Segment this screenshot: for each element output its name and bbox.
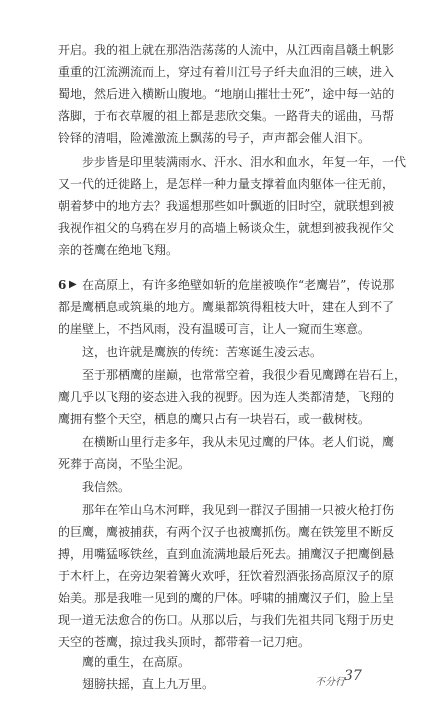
- text-line: 我视作祖父的乌鸦在岁月的高墙上畅谈众生，就想到被我视作父: [58, 221, 395, 235]
- text-line: 重重的江流溯流而上，穿过有着川江号子纤夫血泪的三峡，进入: [58, 65, 395, 79]
- text-line: 那年在笮山乌木河畔，我见到一群汉子围捕一只被火枪打伤: [82, 503, 395, 517]
- text-line: 亲的苍鹰在绝地飞翔。: [58, 243, 179, 257]
- section-arrow-icon: ▶: [69, 279, 77, 290]
- page-number: 37: [344, 668, 362, 684]
- text-line: 始美。那是我唯一见到的鹰的尸体。呼啸的捕鹰汉子们，脸上呈: [58, 591, 395, 605]
- text-line: 朝着梦中的地方去？我遥想那些如叶飘逝的旧时空，就联想到被: [58, 199, 395, 213]
- text-line: 我信然。: [82, 480, 131, 494]
- text-line: 都是鹰栖息或筑巢的地方。鹰巢都筑得粗枝大叶，建在人到不了: [58, 300, 395, 314]
- text-line: 现一道无法愈合的伤口。从那以后，与我们先祖共同飞翔于历史: [58, 613, 395, 627]
- text-line: 鹰拥有整个天空，栖息的鹰只占有一块岩石，或一截树枝。: [58, 412, 371, 426]
- text-line: 鹰几乎以飞翔的姿态进入我的视野。因为连人类都清楚，飞翔的: [58, 390, 395, 404]
- running-footer-label: 不分行: [315, 677, 345, 688]
- text-line: 这，也许就是鹰族的传统：苦寒诞生凌云志。: [82, 345, 323, 359]
- text-line: 落脚，于布衣草履的祖上都是悲欣交集。一路背夫的谣曲，马帮: [58, 109, 395, 123]
- text-line: 开启。我的祖上就在那浩浩荡荡的人流中，从江西南昌赣土帆影: [58, 43, 395, 57]
- text-line: 铃铎的清唱，险滩激流上飘荡的号子，声声都会催人泪下。: [58, 131, 371, 145]
- text-line: 又一代的迁徙路上，是怎样一种力量支撑着血肉躯体一往无前，: [58, 177, 395, 191]
- text-line: 在高原上，有许多绝壁如斩的危崖被唤作“老鹰岩”，传说那: [82, 278, 395, 292]
- text-line: 至于那栖鹰的崖巅，也常常空着，我很少看见鹰蹲在岩石上，: [82, 368, 407, 382]
- text-line: 鹰的重生，在高原。: [82, 655, 191, 669]
- text-line: 的巨鹰，鹰被捕获，有两个汉子也被鹰抓伤。鹰在铁笼里不断反: [58, 525, 395, 539]
- text-line: 于木杆上，在旁边架着篝火欢呼，狂饮着烈酒张扬高原汉子的原: [58, 569, 395, 583]
- text-line: 搏，用嘴猛啄铁丝，直到血流满地最后死去。捕鹰汉子把鹰倒悬: [58, 547, 395, 561]
- section-number: 6: [58, 278, 67, 292]
- text-line: 的崖壁上，不挡风雨，没有温暖可言，让人一窥而生寒意。: [58, 322, 371, 336]
- text-line: 天空的苍鹰，掠过我头顶时，都带着一记刀疤。: [58, 635, 311, 649]
- text-line: 步步皆是印里装满雨水、汗水、泪水和血水，年复一年，一代: [82, 155, 407, 169]
- text-line: 在横断山里行走多年，我从未见过鹰的尸体。老人们说，鹰: [82, 435, 395, 449]
- text-line: 翅膀扶摇，直上九万里。: [82, 677, 215, 691]
- text-line: 死葬于高岗，不坠尘泥。: [58, 457, 191, 471]
- text-line: 蜀地，然后进入横断山腹地。“地崩山摧壮士死”，途中每一站的: [58, 87, 395, 101]
